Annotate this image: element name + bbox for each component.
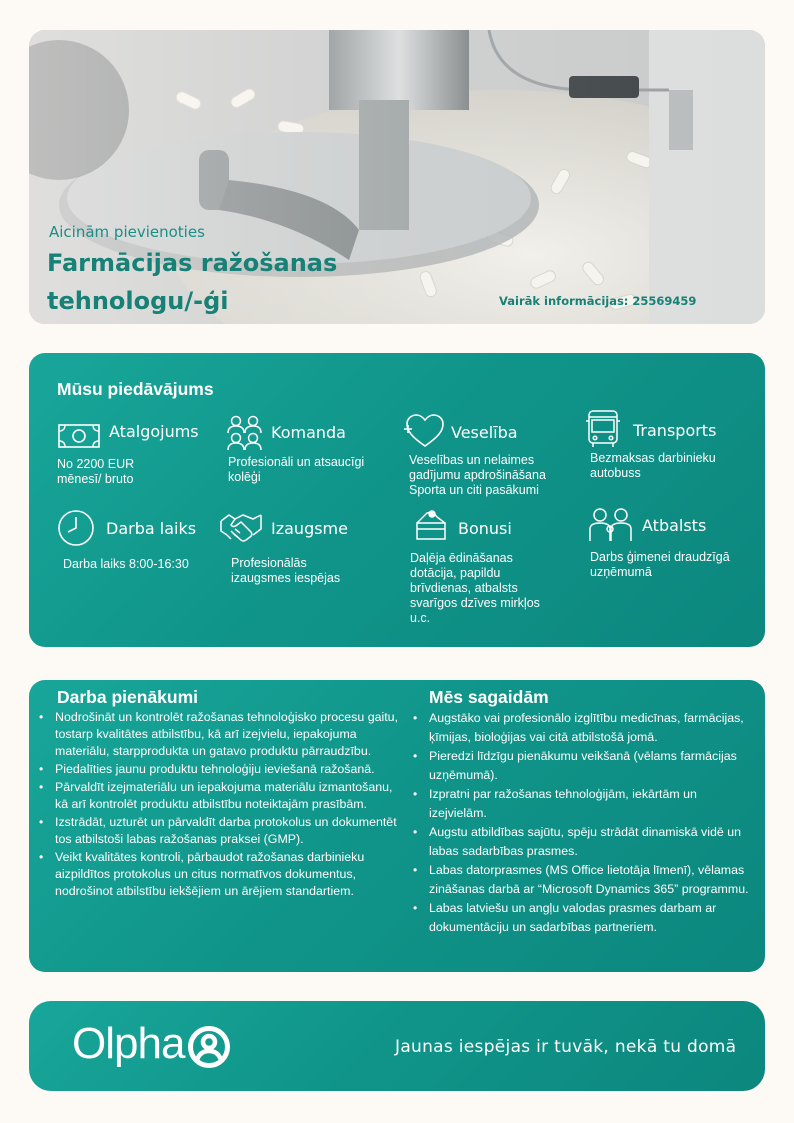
benefit-desc: Bezmaksas darbinieku autobuss: [590, 451, 716, 480]
list-item: • Izpratni par ražošanas tehnoloģijām, iekārtām un izejvielām.: [410, 785, 756, 822]
benefit-team: [227, 415, 399, 495]
handshake-icon: [219, 511, 263, 545]
clock-icon: [57, 509, 95, 547]
list-item: • Nodrošināt un kontrolēt ražošanas tehnoloģisko procesu gaitu, tostarp kvalitātes atbilstību, kā arī izejvielu, iepakojuma materiālu, starpprodukta un gatavo produktu pārraudzību.: [36, 709, 408, 760]
benefit-title: Veselība: [451, 423, 518, 442]
heart-pulse-icon: [404, 413, 446, 449]
benefit-title: Atalgojums: [109, 422, 199, 441]
list-item: • Augstāko vai profesionālo izglītību medicīnas, farmācijas, ķīmijas, bioloģijas vai citā atbilstošā jomā.: [410, 709, 756, 746]
benefit-desc: Darbs ģimenei draudzīgā uzņēmumā: [590, 550, 730, 579]
offer-heading: Mūsu piedāvājums: [57, 379, 214, 399]
benefit-desc: Daļēja ēdināšanas dotācija, papildu brīvdienas, atbalsts svarīgos dzīves mirkļos u.c.: [410, 551, 540, 625]
contact-info: Vairāk informācijas: 25569459: [499, 294, 697, 308]
duties-heading: Darba pienākumi: [57, 687, 199, 707]
benefit-title: Transports: [633, 421, 717, 440]
banknote-icon: [57, 421, 101, 451]
benefit-desc: No 2200 EUR mēnesī/ bruto: [57, 457, 135, 486]
offer-panel: [29, 353, 765, 647]
family-icon: [589, 507, 633, 543]
benefit-title: Darba laiks: [106, 519, 197, 538]
tagline: Jaunas iespējas ir tuvāk, nekā tu domā: [395, 1037, 737, 1057]
team-icon: [227, 415, 263, 451]
list-item: • Pieredzi līdzīgu pienākumu veikšanā (vēlams farmācijas uzņēmumā).: [410, 747, 756, 784]
duties-panel: [29, 680, 765, 972]
benefit-support: [589, 507, 765, 587]
list-item: • Labas latviešu un angļu valodas prasmes darbam ar dokumentāciju un sadarbības partneriem.: [410, 899, 756, 936]
benefit-bonuses: [409, 509, 589, 629]
page-title: [47, 244, 377, 320]
benefit-title: Bonusi: [458, 519, 512, 538]
list-item: • Augstu atbildības sajūtu, spēju strādāt dinamiskā vidē un labas sadarbības prasmes.: [410, 823, 756, 860]
list-item: • Veikt kvalitātes kontroli, pārbaudot ražošanas darbinieku aizpildītos protokolus un citus normatīvos dokumentus, nodrošinot atbilstību iekšējiem un ārējiem standartiem.: [36, 849, 408, 900]
benefit-growth: [219, 511, 399, 591]
benefit-desc: Profesionālās izaugsmes iespējas: [231, 556, 341, 585]
title-line-2: tehnologu/-ģi: [47, 287, 229, 315]
hero-banner: [29, 30, 765, 324]
logo-wordmark: Olpha: [72, 1019, 185, 1068]
duties-list: [36, 709, 408, 901]
benefit-health: [404, 413, 584, 503]
requirements-list: [410, 709, 756, 937]
benefit-hours: [57, 509, 227, 579]
benefit-title: Atbalsts: [642, 516, 707, 535]
benefit-desc: Profesionāli un atsaucīgi kolēģi: [228, 455, 365, 484]
list-item: • Izstrādāt, uzturēt un pārvaldīt darba protokolus un dokumentēt tos atbilstoši labas ražošanas praksei (GMP).: [36, 814, 408, 848]
list-item: • Piedalīties jaunu produktu tehnoloģiju ieviešanā ražošanā.: [36, 761, 408, 778]
benefit-transport: [585, 409, 755, 489]
person-circle-icon: [187, 1025, 231, 1069]
benefit-title: Komanda: [271, 423, 346, 442]
title-line-1: Farmācijas ražošanas: [47, 249, 338, 277]
footer-banner: [29, 1001, 765, 1091]
benefit-salary: [57, 417, 227, 497]
benefit-desc: Darba laiks 8:00-16:30: [63, 557, 189, 571]
list-item: • Pārvaldīt izejmateriālu un iepakojuma materiālu izmantošanu, kā arī kontrolēt produktu atbilstību noteiktajām prasībām.: [36, 779, 408, 813]
requirements-heading: Mēs sagaidām: [429, 687, 549, 707]
olpha-logo: [72, 1019, 231, 1069]
benefit-title: Izaugsme: [271, 519, 348, 538]
bus-icon: [585, 409, 621, 449]
cake-icon: [413, 509, 449, 543]
benefit-desc: Veselības un nelaimes gadījumu apdrošināšana Sporta un citi pasākumi: [409, 453, 546, 497]
invite-text: Aicinām pievienoties: [49, 223, 205, 241]
list-item: • Labas datorprasmes (MS Office lietotāja līmenī), vēlamas zināšanas darbā ar “Microsoft Dynamics 365” programmu.: [410, 861, 756, 898]
